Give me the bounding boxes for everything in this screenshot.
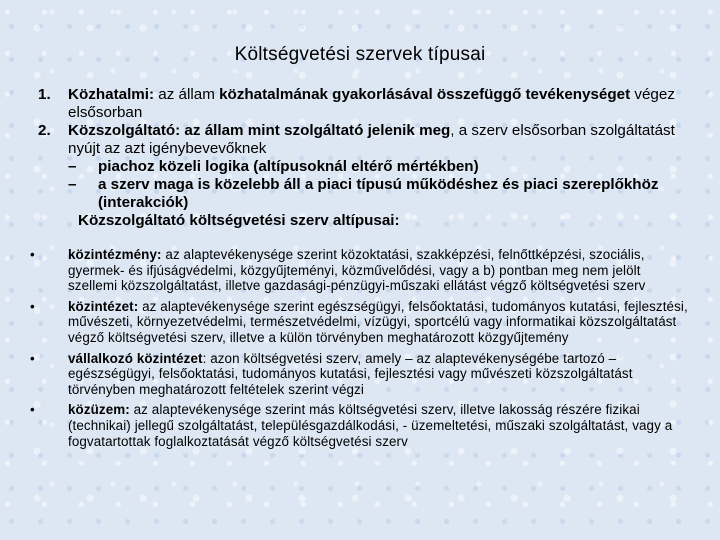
dash-text: a szerv maga is közelebb áll a piaci típusú működéshez és piaci szereplőkhöz (interakciók) [98, 176, 659, 211]
bullet-marker: • [30, 350, 35, 366]
dash-text: piachoz közeli logika (altípusoknál eltérő mértékben) [98, 158, 479, 175]
bullet-text: az alaptevékenysége szerint egészségügyi, felsőoktatási, tudományos kutatási, fejlesztési, művészeti, környezetvédelmi, természetvédelmi, vízügyi, sportcélú vagy informatikai közszolgáltatást végző költségvetési szerv, illetve a külön törvényben meghatározott közgyűjtemény [68, 298, 688, 345]
bullet-term: vállalkozó közintézet [68, 350, 203, 366]
list-item-public-service [38, 122, 688, 158]
bullet-item [30, 402, 690, 449]
bullet-item [30, 351, 690, 398]
item-bold-text: Közszolgáltató: az állam mint szolgáltató jelenik meg [68, 122, 451, 139]
dash-item [38, 176, 688, 212]
slide-title: Költségvetési szervek típusai [234, 44, 486, 65]
bullet-term: közintézmény: [68, 247, 162, 262]
bullet-item [30, 247, 690, 294]
bullet-text: az alaptevékenysége szerint közoktatási, szakképzési, felnőttképzési, szociális, gyermek- és ifjúságvédelmi, közgyűjteményi, közművelődési, vagy a b) pontban meg nem jelölt szellemi közszolgáltatást, illetve gazdasági-pénzügyi-műszaki ellátást végző költségvetési szerv [68, 247, 646, 294]
dash-marker: – [68, 176, 77, 193]
bullet-marker: • [30, 298, 35, 314]
dash-marker: – [68, 158, 77, 175]
bullet-term: közintézet: [68, 298, 139, 314]
item-term: Közhatalmi: [68, 86, 155, 103]
list-item-public-authority [38, 86, 688, 122]
item-text: az állam [154, 86, 220, 103]
bullet-list [30, 247, 690, 454]
bullet-marker: • [30, 402, 35, 418]
numbered-list [38, 86, 688, 230]
item-text: végez elsősorban [68, 86, 675, 121]
bullet-item [30, 299, 690, 346]
bullet-term: közüzem: [68, 402, 130, 418]
bullet-marker: • [30, 247, 35, 262]
dash-item [38, 158, 688, 176]
item-bold-text: közhatalmának gyakorlásával összefüggő tevékenységet [219, 86, 631, 103]
bullet-text: : azon költségvetési szerv, amely – az alaptevékenységébe tartozó – egészségügyi, felsőoktatási, tudományos kutatási, fejlesztési vagy művészeti közszolgáltatást törvényben meghatározott feltételek szerint végzi [68, 350, 633, 397]
item-number: 1. [38, 86, 51, 103]
bullet-text: az alaptevékenysége szerint más költségvetési szerv, illetve lakosság részére fizikai (technikai) jellegű szolgáltatást, településgazdálkodási, - üzemeltetési, műszaki szolgáltatást, vagy a fogvatartottak foglalkoztatását végző költségvetési szerv [68, 402, 673, 449]
item-text: , a szerv elsősorban szolgáltatást nyújt az azt igénybevevőknek [68, 122, 675, 157]
subtypes-heading: Közszolgáltató költségvetési szerv altípusai: [78, 212, 400, 229]
item-number: 2. [38, 122, 51, 139]
